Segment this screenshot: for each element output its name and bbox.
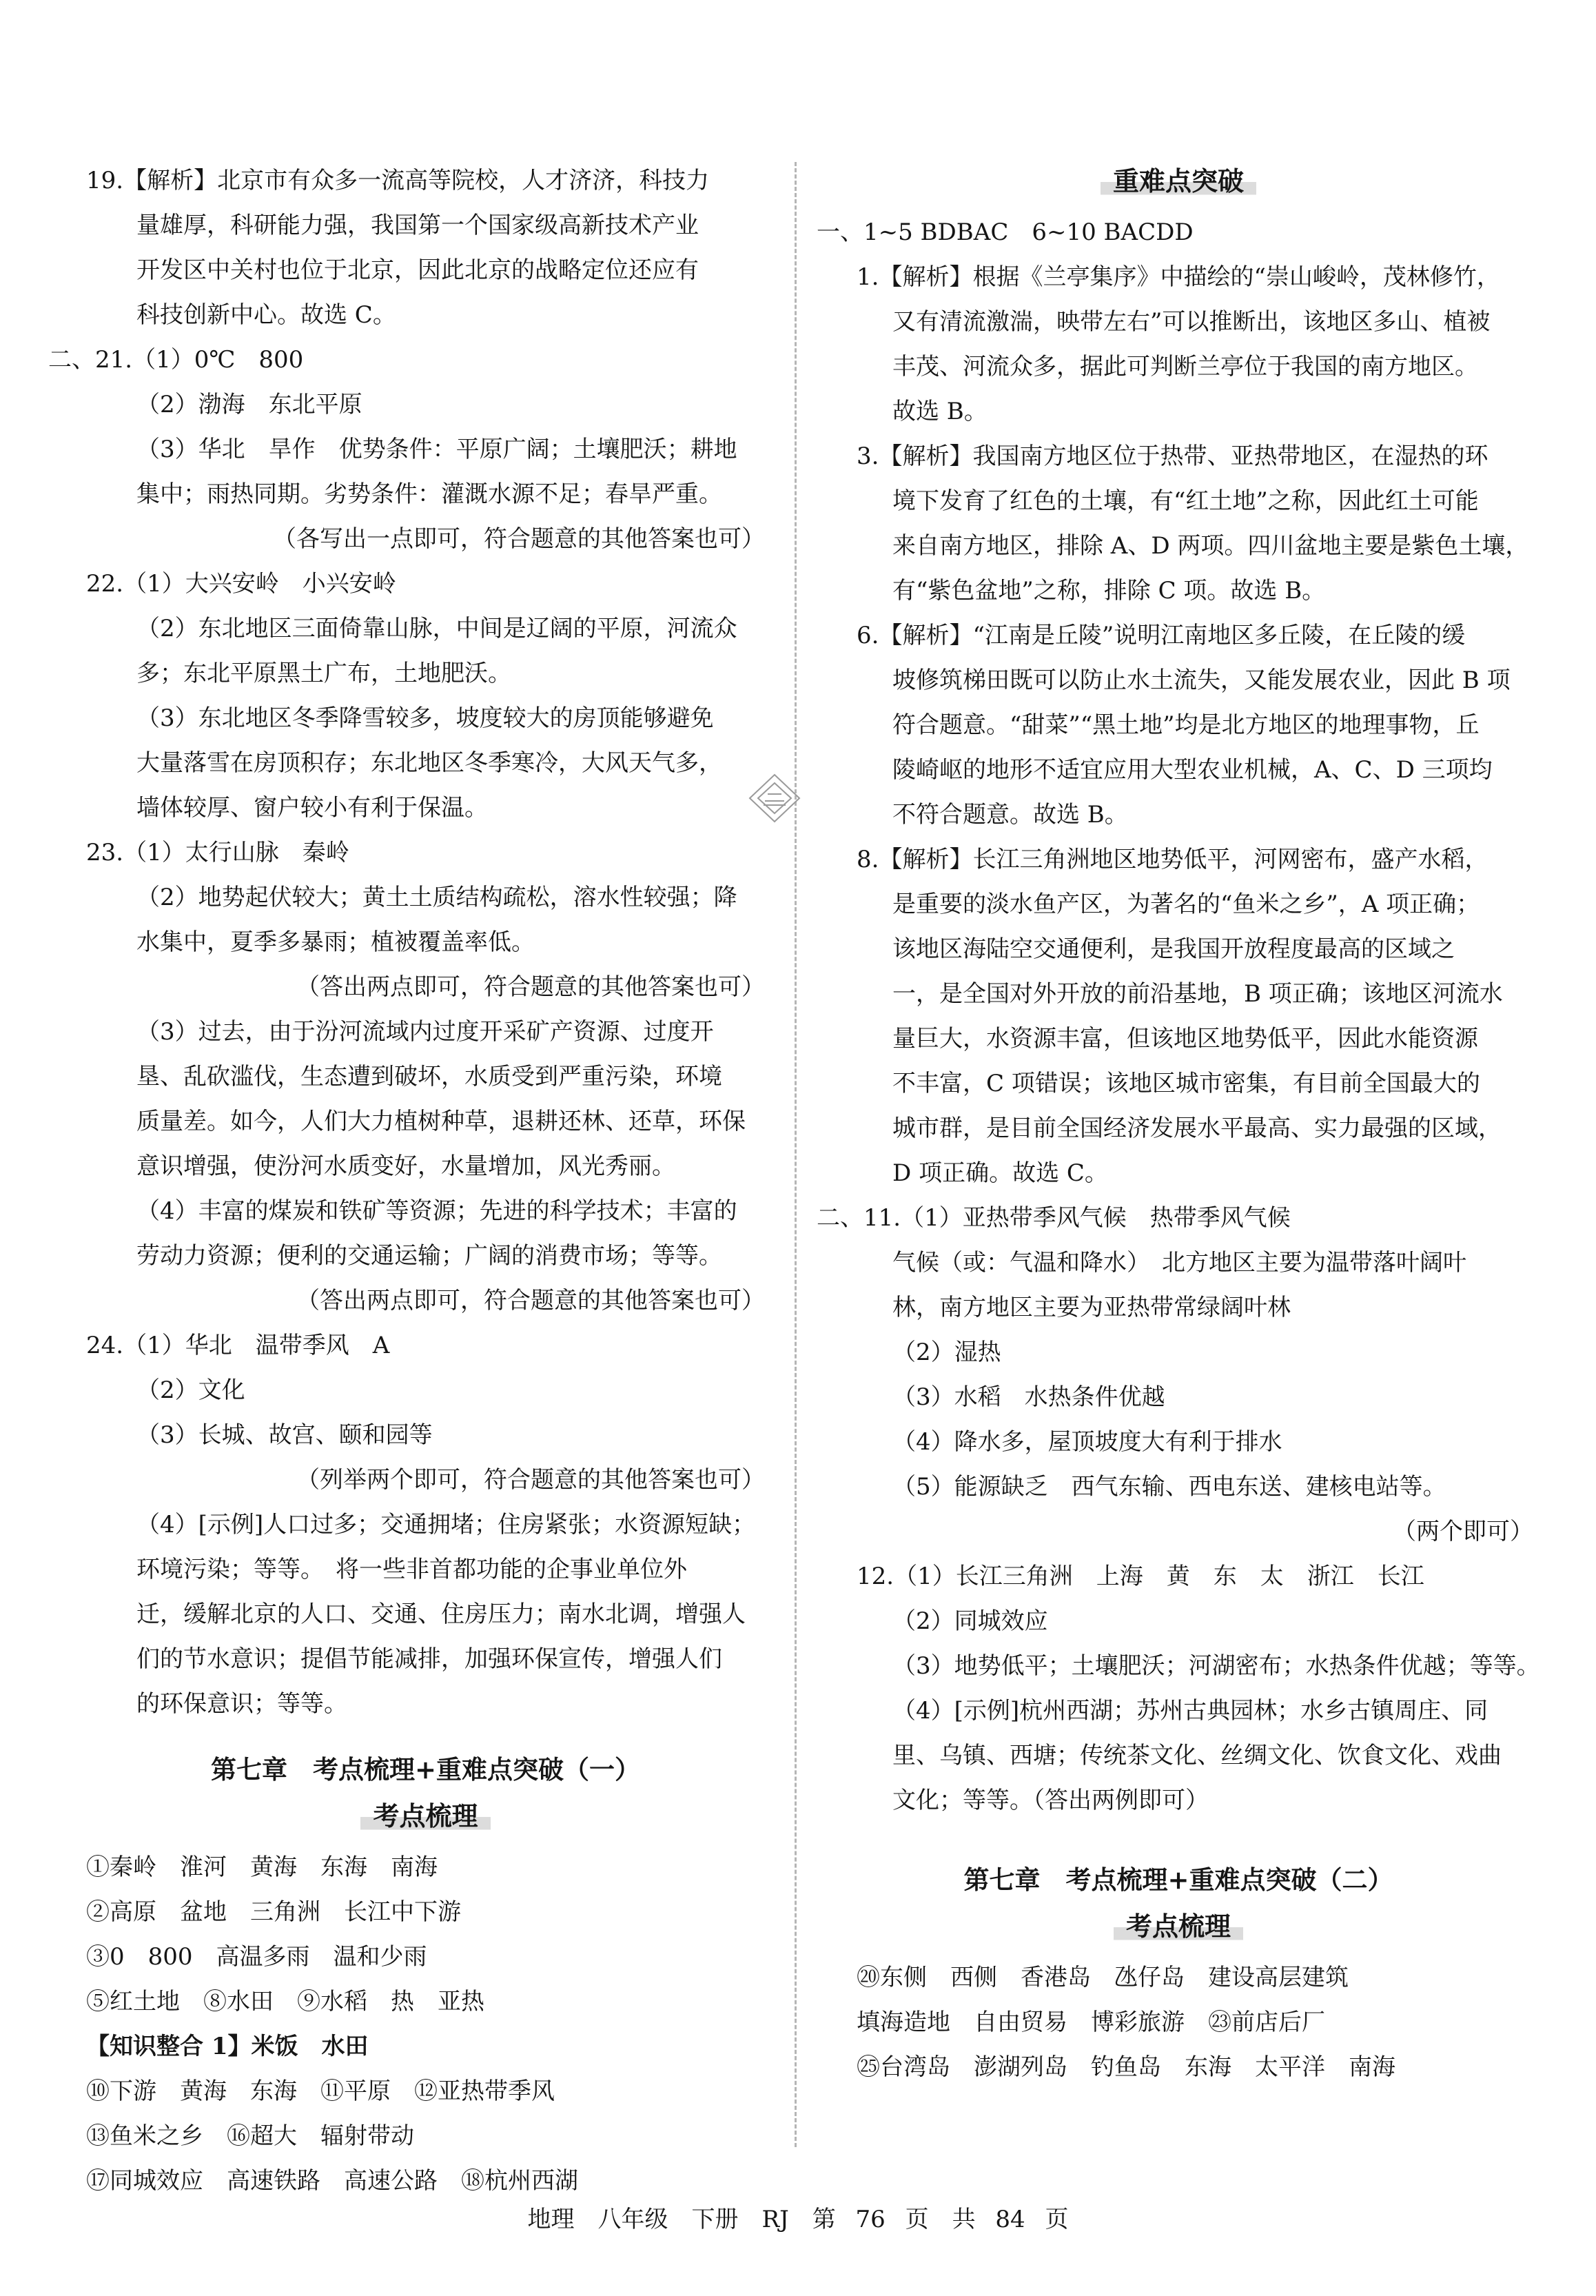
- text-line: （各写出一点即可，符合题意的其他答案也可）: [273, 525, 765, 553]
- text-line: 有“紫色盆地”之称，排除 C 项。故选 B。: [892, 577, 1326, 605]
- answer-19: [86, 159, 765, 338]
- text-line: 墙体较厚、窗户较小有利于保温。: [136, 794, 488, 822]
- text-line: 12.（1）长江三角洲 上海 黄 东 太 浙江 长江: [857, 1563, 1424, 1590]
- text-line: （答出两点即可，符合题意的其他答案也可）: [296, 973, 765, 1001]
- text-line: （2）文化: [136, 1376, 245, 1404]
- list-item: ②高原 盆地 三角洲 长江中下游: [86, 1898, 461, 1926]
- list-item: ㉕台湾岛 澎湖列岛 钓鱼岛 东海 太平洋 南海: [857, 2053, 1395, 2081]
- text-line: 里、乌镇、西塘；传统茶文化、丝绸文化、饮食文化、戏曲: [892, 1742, 1502, 1769]
- text-line: 一，是全国对外开放的前沿基地，B 项正确；该地区河流水: [892, 980, 1503, 1008]
- right-column: [817, 159, 1540, 2090]
- text-line: 意识增强，使汾河水质变好，水量增加，风光秀丽。: [136, 1152, 675, 1180]
- text-line: 坡修筑梯田既可以防止水土流失，又能发展农业，因此 B 项: [892, 667, 1511, 694]
- section-title: 重难点突破: [1101, 163, 1256, 200]
- text-line: 23.（1）太行山脉 秦岭: [86, 839, 349, 866]
- text-line: 8.【解析】长江三角洲地区地势低平，河网密布，盛产水稻，: [857, 846, 1488, 873]
- list-item: ①秦岭 淮河 黄海 东海 南海: [86, 1853, 438, 1881]
- text-line: （答出两点即可，符合题意的其他答案也可）: [296, 1287, 765, 1314]
- text-line: 气候（或：气温和降水） 北方地区主要为温带落叶阔叶: [892, 1249, 1466, 1277]
- list-item: ⑳东侧 西侧 香港岛 氹仔岛 建设高层建筑: [857, 1964, 1349, 1991]
- section-title: 考点梳理: [1114, 1908, 1243, 1945]
- list-item: 【知识整合 1】米饭 水田: [86, 2033, 369, 2060]
- text-line: 符合题意。“甜菜”“黑土地”均是北方地区的地理事物，丘: [892, 711, 1480, 739]
- text-line: （列举两个即可，符合题意的其他答案也可）: [296, 1466, 765, 1494]
- text-line: 科技创新中心。故选 C。: [136, 301, 396, 329]
- text-line: 该地区海陆空交通便利，是我国开放程度最高的区域之: [892, 935, 1455, 963]
- answer-22: [86, 562, 765, 831]
- text-line: 又有清流激湍，映带左右”可以推断出，该地区多山、植被: [892, 308, 1491, 336]
- text-line: 垦、乱砍滥伐，生态遭到破坏，水质受到严重污染，环境: [136, 1063, 722, 1090]
- text-line: （5）能源缺乏 西气东输、西电东送、建核电站等。: [892, 1473, 1446, 1501]
- text-line: 质量差。如今，人们大力植树种草，退耕还林、还草，环保: [136, 1108, 746, 1135]
- text-line: 二、11.（1）亚热带季风气候 热带季风气候: [817, 1204, 1291, 1232]
- text-line: 丰茂、河流众多，据此可判断兰亭位于我国的南方地区。: [892, 353, 1478, 380]
- answer-8: [823, 837, 1533, 1196]
- list-item: ⑤红土地 ⑧水田 ⑨水稻 热 亚热: [86, 1988, 484, 2015]
- text-line: 19.【解析】北京市有众多一流高等院校，人才济济，科技力: [86, 167, 710, 194]
- text-line: （3）水稻 水热条件优越: [892, 1383, 1165, 1411]
- text-line: 3.【解析】我国南方地区位于热带、亚热带地区，在湿热的环: [857, 443, 1488, 470]
- text-line: 环境污染；等等。 将一些非首都功能的企事业单位外: [136, 1556, 687, 1583]
- answer-6: [823, 613, 1533, 837]
- text-line: 来自南方地区，排除 A、D 两项。四川盆地主要是紫色土壤，: [892, 532, 1529, 560]
- text-line: 故选 B。: [892, 398, 988, 425]
- list-item: 填海造地 自由贸易 博彩旅游 ㉓前店后厂: [857, 2009, 1325, 2036]
- text-line: 6.【解析】“江南是丘陵”说明江南地区多丘陵，在丘陵的缓: [857, 622, 1466, 649]
- list-item: ⑩下游 黄海 东海 ⑪平原 ⑫亚热带季风: [86, 2077, 555, 2105]
- mc-answers: 一、1~5 BDBAC 6~10 BACDD: [817, 219, 1194, 246]
- list-item: ⑬鱼米之乡 ⑯超大 辐射带动: [86, 2122, 414, 2150]
- text-line: （2）渤海 东北平原: [136, 391, 362, 418]
- text-line: （4）降水多，屋顶坡度大有利于排水: [892, 1428, 1282, 1456]
- answer-1: [823, 255, 1533, 434]
- text-line: （4）丰富的煤炭和铁矿等资源；先进的科学技术；丰富的: [136, 1197, 737, 1225]
- page-footer: 地理 八年级 下册 RJ 第 76 页 共 84 页: [527, 2206, 1069, 2233]
- text-line: （4）[示例]杭州西湖；苏州古典园林；水乡古镇周庄、同: [892, 1697, 1488, 1725]
- chapter-title: 第七章 考点梳理+重难点突破（一）: [210, 1754, 640, 1785]
- text-line: 1.【解析】根据《兰亭集序》中描绘的“崇山峻岭，茂林修竹，: [857, 263, 1500, 291]
- column-divider: [795, 162, 797, 2147]
- text-line: 量雄厚，科研能力强，我国第一个国家级高新技术产业: [136, 212, 699, 239]
- text-line: 境下发育了红色的土壤，有“红土地”之称，因此红土可能: [892, 487, 1479, 515]
- answer-24: [86, 1323, 765, 1727]
- list-item: ③0 800 高温多雨 温和少雨: [86, 1943, 427, 1971]
- text-line: 文化；等等。（答出两例即可）: [892, 1787, 1209, 1814]
- text-line: 大量落雪在房顶积存；东北地区冬季寒冷，大风天气多，: [136, 749, 722, 777]
- text-line: （2）地势起伏较大；黄土土质结构疏松，溶水性较强；降: [136, 884, 737, 911]
- text-line: （3）长城、故宫、颐和园等: [136, 1421, 433, 1449]
- text-line: 城市群，是目前全国经济发展水平最高、实力最强的区域，: [892, 1115, 1502, 1142]
- text-line: （2）同城效应: [892, 1607, 1048, 1635]
- text-line: 们的节水意识；提倡节能减排，加强环保宣传，增强人们: [136, 1645, 722, 1673]
- chapter-title: 第七章 考点梳理+重难点突破（二）: [963, 1865, 1393, 1895]
- knowledge-list: [823, 1955, 1533, 2090]
- section-title: 考点梳理: [360, 1798, 490, 1835]
- text-line: （3）华北 旱作 优势条件：平原广阔；土壤肥沃；耕地: [136, 436, 737, 463]
- text-line: 22.（1）大兴安岭 小兴安岭: [86, 570, 396, 598]
- text-line: 水集中，夏季多暴雨；植被覆盖率低。: [136, 928, 535, 956]
- knowledge-list: [86, 1845, 765, 2204]
- text-line: （3）地势低平；土壤肥沃；河湖密布；水热条件优越；等等。: [892, 1652, 1540, 1680]
- text-line: 的环保意识；等等。: [136, 1690, 347, 1718]
- text-line: 集中；雨热同期。劣势条件：灌溉水源不足；春旱严重。: [136, 480, 722, 508]
- text-line: 多；东北平原黑土广布，土地肥沃。: [136, 660, 511, 687]
- text-line: 量巨大，水资源丰富，但该地区地势低平，因此水能资源: [892, 1025, 1478, 1053]
- text-line: 二、21.（1）0℃ 800: [48, 346, 304, 374]
- text-line: 是重要的淡水鱼产区，为著名的“鱼米之乡”，A 项正确；: [892, 891, 1480, 918]
- left-column: [48, 159, 765, 2204]
- text-line: 24.（1）华北 温带季风 A: [86, 1332, 390, 1359]
- text-line: 开发区中关村也位于北京，因此北京的战略定位还应有: [136, 256, 699, 284]
- text-line: 迁，缓解北京的人口、交通、住房压力；南水北调，增强人: [136, 1601, 746, 1628]
- text-line: 不符合题意。故选 B。: [892, 801, 1128, 829]
- text-line: （2）湿热: [892, 1339, 1001, 1366]
- text-line: 陵崎岖的地形不适宜应用大型农业机械，A、C、D 三项均: [892, 756, 1493, 784]
- answer-12: [823, 1554, 1540, 1823]
- answer-23: [86, 831, 765, 1323]
- list-item: ⑰同城效应 高速铁路 高速公路 ⑱杭州西湖: [86, 2167, 578, 2195]
- text-line: （3）东北地区冬季降雪较多，坡度较大的房顶能够避免: [136, 704, 714, 732]
- answer-11: [817, 1196, 1533, 1554]
- answer-21: [48, 338, 765, 562]
- text-line: （2）东北地区三面倚靠山脉，中间是辽阔的平原，河流众: [136, 615, 737, 642]
- text-line: 林，南方地区主要为亚热带常绿阔叶林: [892, 1294, 1291, 1321]
- answer-3: [823, 434, 1533, 613]
- text-line: 劳动力资源；便利的交通运输；广阔的消费市场；等等。: [136, 1242, 722, 1270]
- text-line: （两个即可）: [1393, 1518, 1533, 1545]
- text-line: 不丰富，C 项错误；该地区城市密集，有目前全国最大的: [892, 1070, 1480, 1097]
- text-line: （4）[示例]人口过多；交通拥堵；住房紧张；水资源短缺；: [136, 1511, 756, 1538]
- text-line: （3）过去，由于汾河流域内过度开采矿产资源、过度开: [136, 1018, 714, 1046]
- text-line: D 项正确。故选 C。: [892, 1159, 1108, 1187]
